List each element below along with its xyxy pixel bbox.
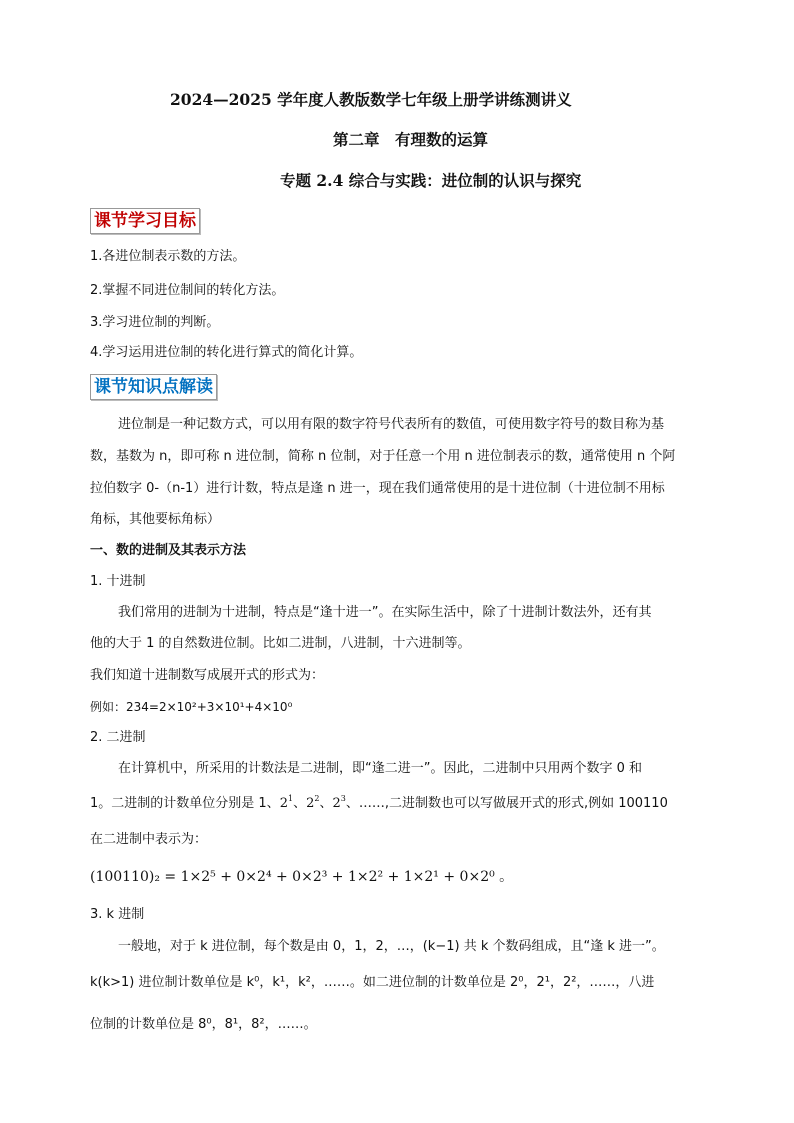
decimal-text-2: 他的大于 1 的自然数进位制。比如二进制，八进制，十六进制等。 — [90, 636, 471, 651]
k-base-text-2: k(k>1) 进位制计数单位是 k⁰，k¹，k²，……。如二进位制的计数单位是 2⁰，2¹，2²，……，八进 — [90, 975, 655, 990]
section-1-heading: 一、数的进制及其表示方法 — [90, 543, 247, 558]
goal-item-1: 1.各进位制表示数的方法。 — [90, 249, 246, 264]
goals-heading: 课节学习目标 — [90, 208, 200, 234]
decimal-text-1: 我们常用的进制为十进制，特点是“逢十进一”。在实际生活中，除了十进制计数法外，还有其 — [118, 605, 652, 620]
knowledge-heading: 课节知识点解读 — [90, 374, 217, 400]
binary-text-1: 在计算机中，所采用的计数法是二进制，即“逢二进一”。因此，二进制中只用两个数字 0 和 — [118, 761, 643, 776]
goal-item-2: 2.掌握不同进位制间的转化方法。 — [90, 283, 285, 298]
decimal-title: 1. 十进制 — [90, 574, 146, 589]
intro-line-4: 角标，其他要标角标） — [90, 512, 221, 527]
binary-formula: (100110)₂ = 1×2⁵ + 0×2⁴ + 0×2³ + 1×2² + 1×2¹ + 0×2⁰ 。 — [90, 869, 514, 885]
document-title: 2024—2025 学年度人教版数学七年级上册学讲练测讲义 — [170, 90, 572, 109]
binary-title: 2. 二进制 — [90, 730, 146, 745]
binary-text-2: 1。二进制的计数单位分别是 1、$2^1$、$2^2$、$2^3$、……,二进制数也可以写做展开式的形式,例如 100110 — [90, 794, 668, 811]
intro-line-3: 拉伯数字 0-（n-1）进行计数，特点是逢 n 进一，现在我们通常使用的是十进位制（十进位制不用标 — [90, 481, 665, 496]
goal-item-3: 3.学习进位制的判断。 — [90, 315, 220, 330]
k-base-title: 3. k 进制 — [90, 907, 145, 922]
k-base-text-1: 一般地，对于 k 进位制，每个数是由 0，1，2，…，(k−1) 共 k 个数码组成，且“逢 k 进一”。 — [118, 939, 665, 954]
chapter-title: 第二章 有理数的运算 — [333, 130, 489, 149]
decimal-text-3: 我们知道十进制数写成展开式的形式为： — [90, 668, 325, 683]
binary-text-3: 在二进制中表示为： — [90, 832, 208, 847]
intro-line-2: 数，基数为 n，即可称 n 进位制，简称 n 位制，对于任意一个用 n 进位制表示的数，通常使用 n 个阿 — [90, 449, 676, 464]
k-base-text-3: 位制的计数单位是 8⁰，8¹，8²，……。 — [90, 1017, 317, 1032]
intro-line-1: 进位制是一种记数方式，可以用有限的数字符号代表所有的数值，可使用数字符号的数目称为基 — [118, 417, 665, 432]
goal-item-4: 4.学习运用进位制的转化进行算式的简化计算。 — [90, 345, 363, 360]
topic-title: 专题 2.4 综合与实践：进位制的认识与探究 — [280, 171, 582, 190]
decimal-example: 例如：234=2×10²+3×10¹+4×10⁰ — [90, 700, 293, 714]
